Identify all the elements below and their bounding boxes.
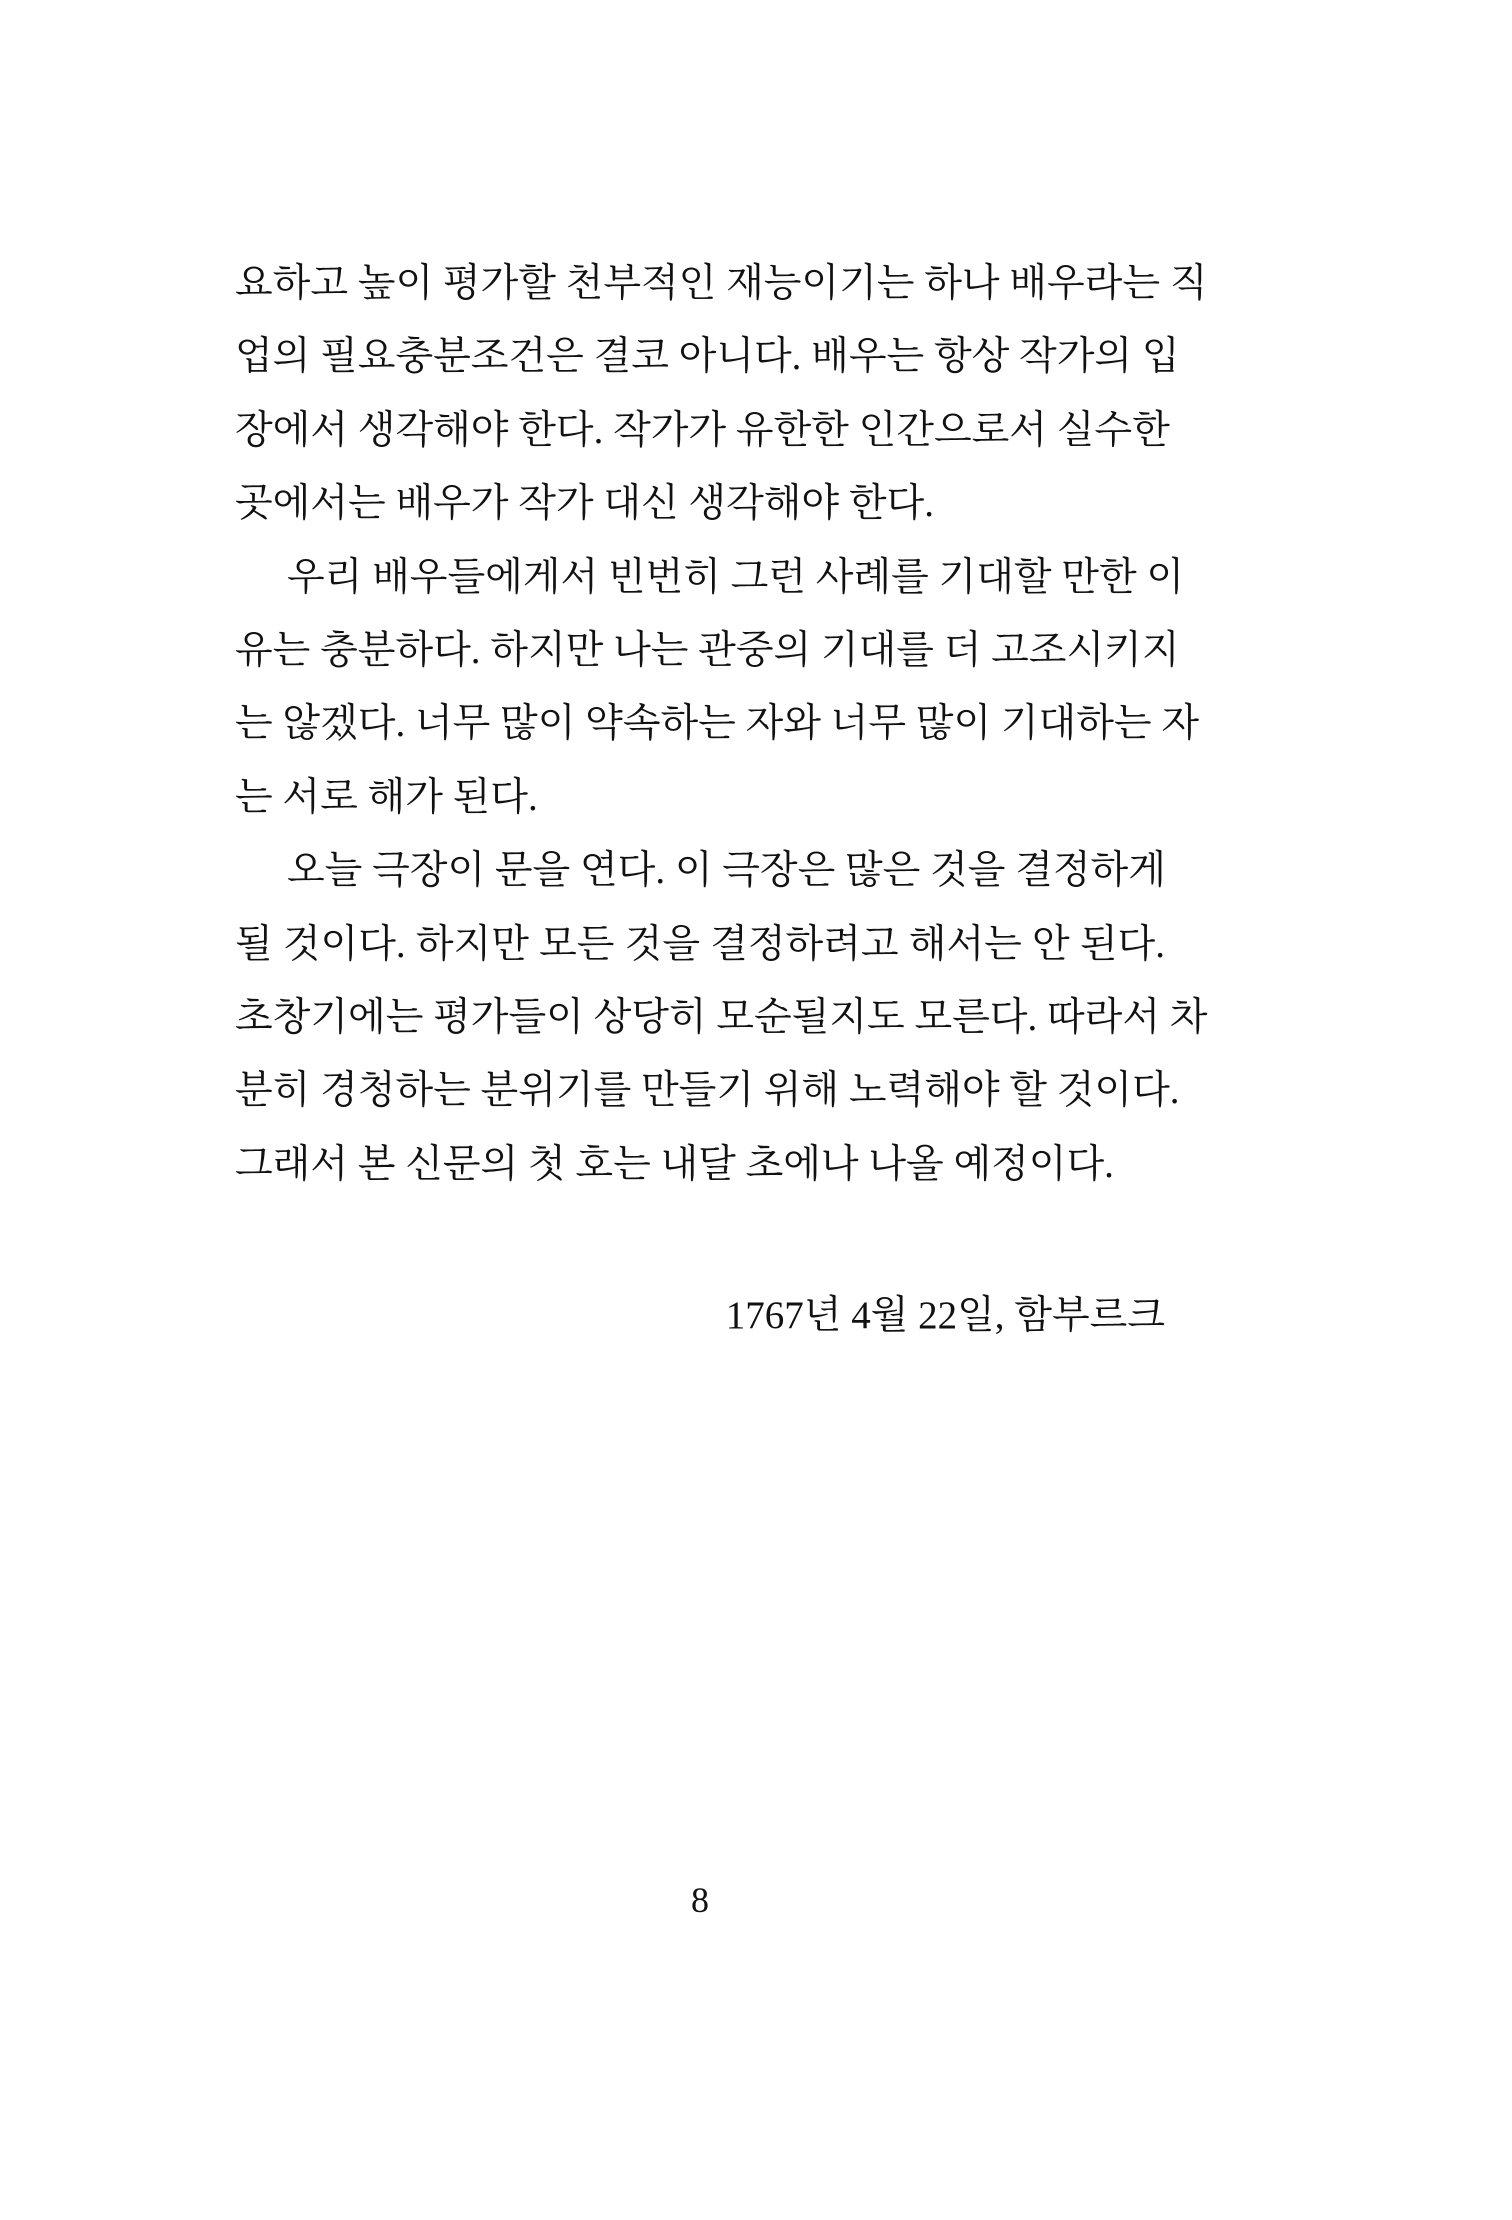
text-line: 우리 배우들에게서 빈번히 그런 사례를 기대할 만한 이 [287, 555, 1185, 599]
text-line: 업의 필요충분조건은 결코 아니다. 배우는 항상 작가의 입 [235, 335, 1180, 379]
text-line: 분히 경청하는 분위기를 만들기 위해 노력해야 할 것이다. [235, 1069, 1180, 1113]
paragraph-3 [235, 834, 1208, 1201]
text-line: 곳에서는 배우가 작가 대신 생각해야 한다. [235, 482, 934, 526]
page-number: 8 [691, 1880, 709, 1920]
text-line: 유는 충분하다. 하지만 나는 관중의 기대를 더 고조시키지 [235, 628, 1180, 672]
text-line: 될 것이다. 하지만 모든 것을 결정하려고 해서는 안 된다. [235, 922, 1165, 966]
text-line: 는 서로 해가 된다. [235, 775, 538, 819]
date-place-signoff: 1767년 4월 22일, 함부르크 [725, 1294, 1165, 1337]
paragraph-2 [235, 541, 1200, 835]
text-line: 장에서 생각해야 한다. 작가가 유한한 인간으로서 실수한 [235, 408, 1170, 452]
text-line: 그래서 본 신문의 첫 호는 내달 초에나 나올 예정이다. [235, 1142, 1114, 1186]
text-line: 초창기에는 평가들이 상당히 모순될지도 모른다. 따라서 차 [235, 995, 1208, 1039]
text-line: 오늘 극장이 문을 연다. 이 극장은 많은 것을 결정하게 [287, 849, 1166, 893]
text-line: 요하고 높이 평가할 천부적인 재능이기는 하나 배우라는 직 [235, 262, 1208, 305]
paragraph-1 [235, 247, 1208, 541]
text-line: 는 않겠다. 너무 많이 약속하는 자와 너무 많이 기대하는 자 [235, 702, 1200, 746]
body-text [235, 247, 1208, 1201]
